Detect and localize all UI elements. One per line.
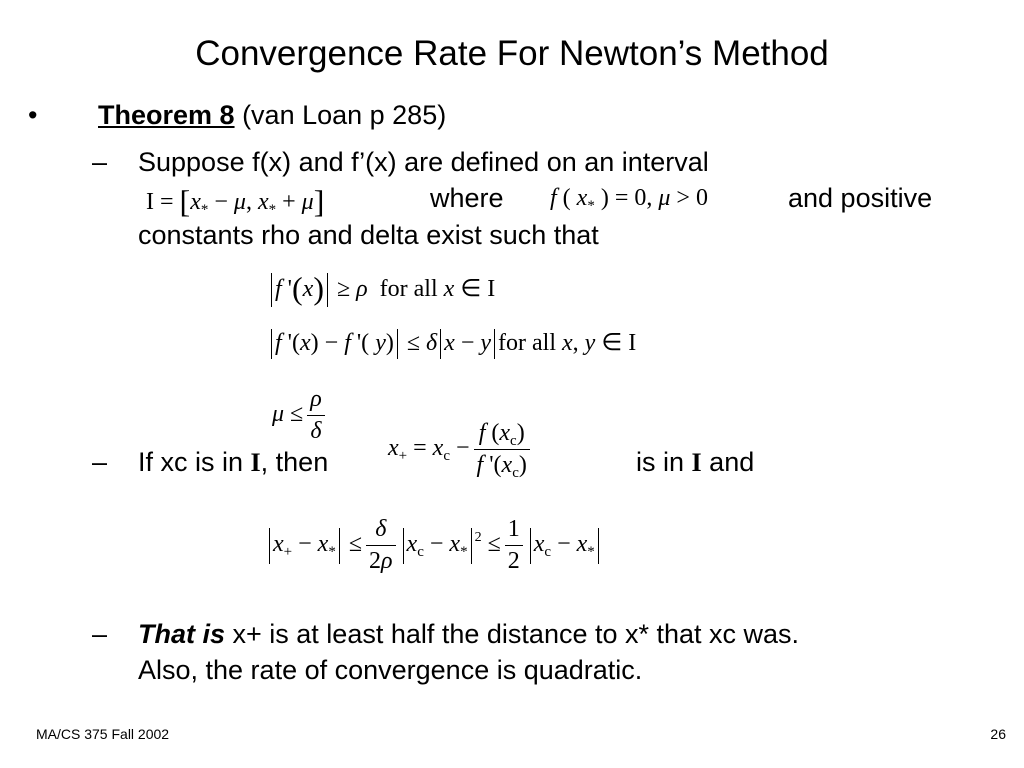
slide-title: Convergence Rate For Newton’s Method	[195, 34, 829, 73]
item2-text	[138, 447, 328, 478]
item1-where: where	[430, 183, 504, 213]
item2-then: , then	[260, 447, 329, 477]
error-bound-formula: $x_+ - x_*$ ≤ $\frac{\delta}{2\rho}$ $x_c - x_*^2$ ≤ $\frac{1}{2}$ $x_c - x_*$	[266, 516, 602, 575]
derivative-bound-formula: f '(x) ≥ ρ for all x ∈ I	[268, 270, 495, 307]
item1-line-a: Suppose f(x) and f’(x) are defined on an interval	[138, 147, 709, 177]
item3-that-is: That is	[138, 619, 226, 649]
footer-course: MA/CS 375 Fall 2002	[36, 726, 170, 742]
item2-and: and	[709, 447, 755, 477]
bullet-marker: •	[28, 100, 38, 130]
item1-and-positive: and positive	[788, 183, 933, 213]
item3-line-a	[138, 619, 799, 650]
item2-interval-symbol: I	[250, 448, 261, 477]
item2-if: If xc is in	[138, 447, 251, 477]
item2-is-in: is in	[636, 447, 685, 477]
item2-interval-symbol-2: I	[691, 448, 702, 477]
root-condition-formula: f ( $x_*$ ) = 0, μ > 0	[550, 185, 708, 214]
interval-formula: $I = [x_* - \mu$, $x_* + \mu$]	[146, 183, 325, 219]
item1-line-c: constants rho and delta exist such that	[138, 220, 599, 250]
item2-tail	[636, 447, 754, 478]
dash-1: –	[92, 147, 108, 177]
item3-line-b: Also, the rate of convergence is quadratic.	[138, 655, 643, 685]
newton-step-formula: $x_+ = x_c$ − $\frac{f (x_c)}{f '(x_c)}$	[388, 420, 534, 479]
dash-3: –	[92, 619, 108, 649]
theorem-reference: (van Loan p 285)	[242, 100, 447, 130]
theorem-line	[98, 100, 446, 131]
lipschitz-formula: f '(x) − f '( y) ≤ δ x − y for all x, y ∈ I	[268, 328, 636, 359]
mu-bound-formula: μ ≤ $\frac{\rho}{\delta}$	[272, 386, 329, 445]
theorem-heading: Theorem 8	[98, 100, 235, 130]
item3-text-a: x+ is at least half the distance to x* that xc was.	[225, 619, 800, 649]
footer-page-number: 26	[990, 726, 1006, 742]
dash-2: –	[92, 447, 108, 477]
